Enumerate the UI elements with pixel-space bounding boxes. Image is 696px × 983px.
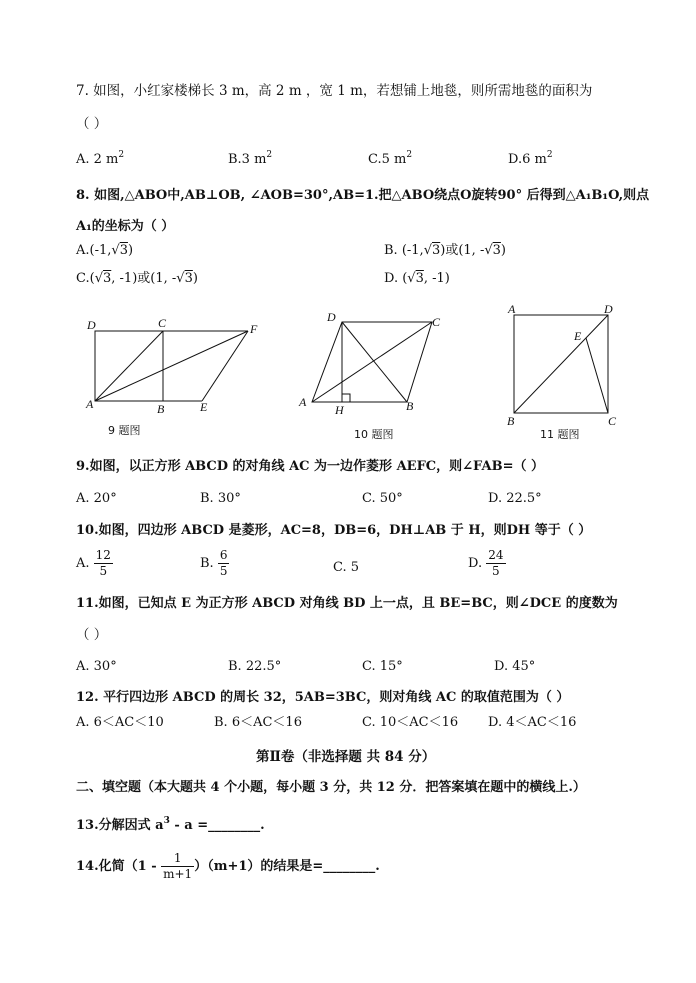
fig10-right-angle <box>342 394 350 402</box>
q8-stem-line1: 8. 如图,△ABO中,AB⊥OB, ∠AOB=30°,AB=1.把△ABO绕点O旋转90° 后得到△A₁B₁O,则点 <box>76 188 650 203</box>
q9-option-a: A. 20° <box>76 491 117 506</box>
figure-9 <box>84 316 264 416</box>
q8-stem-line2: A₁的坐标为（ ） <box>76 219 175 234</box>
q8-option-c: C.(√3, -1)或(1, -√3) <box>76 271 198 286</box>
q7-option-b: B.3 $m^2$ <box>228 150 273 167</box>
q8-option-a: A.(-1,√3) <box>76 243 134 258</box>
fig11-label-d: D <box>604 302 613 316</box>
q8-option-b: B. (-1,√3)或(1, -√3) <box>384 243 506 258</box>
fig10-label-b: B <box>406 399 414 413</box>
fig9-label-c: C <box>158 316 167 330</box>
fig9-label-b: B <box>157 402 165 416</box>
q12-option-d: D. 4＜AC＜16 <box>488 715 577 730</box>
fig10-label-a: A <box>299 395 307 409</box>
fig9-diagonal-ac <box>95 331 163 401</box>
fig9-label-f: F <box>250 322 258 336</box>
q10-option-a: A. $\frac{12}{5}$ <box>76 548 111 578</box>
fig9-label-e: E <box>200 400 208 414</box>
fig10-label-h: H <box>335 403 344 417</box>
fig11-segment-ec <box>586 338 608 413</box>
fig11-label-e: E <box>574 329 582 343</box>
part2-title: 第Ⅱ卷（非选择题 共 84 分） <box>256 749 436 765</box>
fig10-label-c: C <box>432 315 441 329</box>
fig11-caption: 11 题图 <box>540 428 580 441</box>
q9-option-c: C. 50° <box>362 491 403 506</box>
q7-paren: （ ） <box>76 116 108 132</box>
q7-option-a: A. 2 $m^2$ <box>76 150 125 167</box>
fig10-diagonal-ac <box>312 322 432 402</box>
q10-stem: 10.如图，四边形 ABCD 是菱形，AC=8，DB=6，DH⊥AB 于 H，则DH 等于（ ） <box>76 523 592 538</box>
fig11-label-b: B <box>507 414 515 428</box>
q12-stem: 12. 平行四边形 ABCD 的周长 32，5AB=3BC，则对角线 AC 的取值范围为（ ） <box>76 690 570 705</box>
fig11-label-a: A <box>508 302 516 316</box>
part2-section-heading: 二、填空题（本大题共 4 个小题，每小题 3 分，共 12 分．把答案填在题中的横线上.） <box>76 780 586 795</box>
q8-option-d: D. (√3, -1) <box>384 271 450 286</box>
q11-option-b: B. 22.5° <box>228 659 282 674</box>
fig10-diagonal-bd <box>342 322 407 402</box>
q10-option-b: B. $\frac{6}{5}$ <box>200 548 228 578</box>
fig9-label-d: D <box>87 318 96 332</box>
figure-11 <box>500 302 630 428</box>
q9-option-b: B. 30° <box>200 491 241 506</box>
q14-stem: 14.化简（1 - $\frac{1}{m+1}$ ）（m+1）的结果是=________. <box>76 851 380 881</box>
figure-10 <box>296 310 446 420</box>
fig9-label-a: A <box>86 397 94 411</box>
q7-stem: 7. 如图，小红家楼梯长 3 m，高 2 m ，宽 1 m，若想铺上地毯，则所需地毯的面积为 <box>76 83 593 99</box>
fig9-caption: 9 题图 <box>108 424 141 437</box>
q9-stem: 9.如图，以正方形 ABCD 的对角线 AC 为一边作菱形 AEFC，则∠FAB=（ ） <box>76 459 544 474</box>
q11-option-c: C. 15° <box>362 659 403 674</box>
q7-option-d: D.6 $m^2$ <box>508 150 553 167</box>
q10-option-c: C. 5 <box>333 560 360 575</box>
q11-paren: （ ） <box>76 627 108 643</box>
q9-option-d: D. 22.5° <box>488 491 542 506</box>
fig10-caption: 10 题图 <box>354 428 394 441</box>
q12-option-a: A. 6＜AC＜10 <box>76 715 164 730</box>
q11-stem: 11.如图，已知点 E 为正方形 ABCD 对角线 BD 上一点，且 BE=BC，则∠DCE 的度数为 <box>76 596 618 611</box>
q11-option-a: A. 30° <box>76 659 117 674</box>
q12-option-c: C. 10＜AC＜16 <box>362 715 459 730</box>
q13-stem: 13.分解因式 $a^3$ - a =________. <box>76 816 265 833</box>
q7-option-c: C.5 $m^2$ <box>368 150 413 167</box>
q11-option-d: D. 45° <box>494 659 536 674</box>
q10-option-d: D. $\frac{24}{5}$ <box>468 548 504 578</box>
q12-option-b: B. 6＜AC＜16 <box>214 715 302 730</box>
fig10-label-d: D <box>327 310 336 324</box>
fig11-label-c: C <box>608 414 617 428</box>
